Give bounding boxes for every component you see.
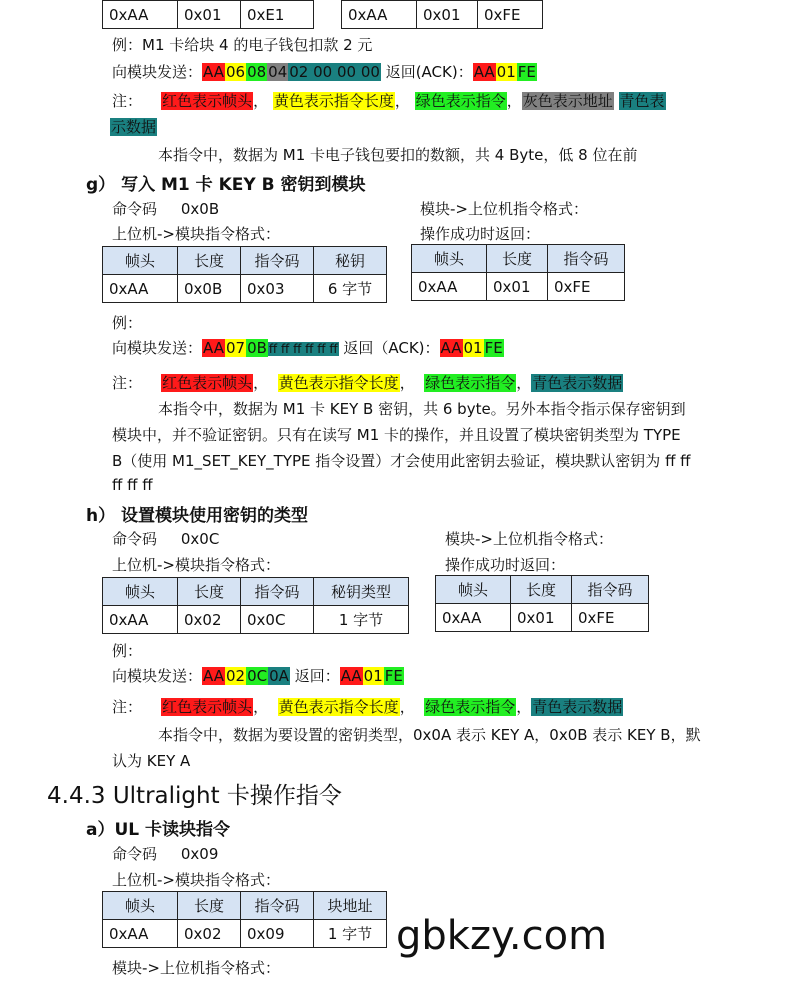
note-teal-cont: 示数据 (111, 118, 157, 136)
section-443-heading: 4.4.3 Ultralight 卡操作指令 (47, 783, 342, 809)
h-cmd (112, 528, 219, 549)
table-header-row (103, 578, 409, 606)
cmd-label: 命令码 (112, 530, 158, 548)
ul-host-format: 上位机->模块指令格式： (112, 871, 280, 889)
table-cell: 0x01 (487, 273, 548, 301)
note-gray: 灰色表示地址 (522, 92, 613, 110)
ul-cmd (112, 843, 218, 864)
note-teal: 青色表 (619, 92, 665, 110)
byte-frame-head: AA (203, 63, 224, 81)
desc-line: ff ff ff (112, 476, 153, 494)
note-label: 注： (112, 92, 143, 110)
note-green: 绿色表示指令 (425, 698, 516, 716)
f-example: 例：M1 卡给块 4 的电子钱包扣款 2 元 (112, 36, 373, 54)
h-note (112, 696, 623, 717)
note-sep: ， (253, 92, 269, 110)
table-header-row (412, 245, 625, 273)
note-label: 注： (112, 698, 143, 716)
g-example: 例： (112, 314, 143, 332)
table-cell: 0xAA (103, 606, 178, 634)
note-sep: ， (253, 374, 269, 392)
h-send-line (112, 665, 404, 686)
h-heading: h） 设置模块使用密钥的类型 (86, 506, 309, 526)
ul-host-table (102, 891, 387, 948)
table-cell: 0x01 (511, 604, 572, 632)
ret-label: 返回： (294, 667, 340, 685)
byte-frame-head: AA (203, 339, 224, 357)
ret-command: FE (484, 339, 503, 357)
table-header: 长度 (511, 576, 572, 604)
prev-module-table (341, 0, 543, 29)
table-cell: 0x02 (178, 606, 241, 634)
ret-command: FE (384, 667, 403, 685)
table-header-row (103, 247, 387, 275)
table-header: 帧头 (436, 576, 511, 604)
table-cell: 0x0C (241, 606, 314, 634)
ret-frame-head: AA (440, 339, 462, 357)
table-header: 长度 (178, 247, 241, 275)
note-sep: ， (399, 698, 415, 716)
table-header: 帧头 (103, 892, 178, 920)
ret-length: 01 (463, 339, 483, 357)
table-cell: 0xAA (412, 273, 487, 301)
note-teal: 青色表示数据 (532, 374, 623, 392)
table-header: 指令码 (572, 576, 649, 604)
table-header: 秘钥 (314, 247, 387, 275)
cmd-label: 命令码 (112, 845, 158, 863)
table-row (103, 275, 387, 303)
note-red: 红色表示帧头 (162, 374, 253, 392)
table-cell: 0xAA (342, 1, 417, 29)
table-header: 指令码 (241, 892, 314, 920)
byte-data: 02 00 00 00 (289, 63, 380, 81)
f-description: 本指令中，数据为 M1 卡电子钱包要扣的数额，共 4 Byte，低 8 位在前 (158, 146, 638, 164)
table-row (103, 1, 314, 29)
desc-line: 认为 KEY A (112, 752, 191, 770)
table-header: 块地址 (314, 892, 387, 920)
note-teal: 青色表示数据 (532, 698, 623, 716)
cmd-label: 命令码 (112, 200, 158, 218)
table-header: 指令码 (241, 578, 314, 606)
byte-data: ff ff ff ff ff ff (268, 342, 338, 356)
table-cell: 0xE1 (241, 1, 314, 29)
table-row (103, 606, 409, 634)
note-sep: ， (516, 698, 532, 716)
table-cell: 0xAA (103, 920, 178, 948)
table-cell: 0xAA (103, 1, 178, 29)
note-sep: ， (399, 374, 415, 392)
g-cmd (112, 198, 219, 219)
h-module-table (435, 575, 649, 632)
table-header: 指令码 (241, 247, 314, 275)
note-green: 绿色表示指令 (425, 374, 516, 392)
note-yellow: 黄色表示指令长度 (273, 92, 394, 110)
table-cell: 0x01 (417, 1, 478, 29)
table-header: 帧头 (103, 247, 178, 275)
note-red: 红色表示帧头 (162, 698, 253, 716)
table-row (412, 273, 625, 301)
g-send-line (112, 337, 504, 358)
table-row (436, 604, 649, 632)
desc-line: 模块中，并不验证密钥。只有在读写 M1 卡的操作，并且设置了模块密钥类型为 TYPE (112, 426, 681, 444)
prev-host-table (102, 0, 314, 29)
h-ok-return: 操作成功时返回： (445, 556, 566, 574)
table-cell: 0x09 (241, 920, 314, 948)
cmd-value: 0x0B (180, 200, 220, 218)
table-header: 长度 (487, 245, 548, 273)
table-cell: 0x03 (241, 275, 314, 303)
table-cell: 6 字节 (314, 275, 387, 303)
note-sep: ， (394, 92, 410, 110)
byte-frame-head: AA (203, 667, 224, 685)
byte-command: 08 (247, 63, 267, 81)
table-cell: 0xFE (478, 1, 543, 29)
note-sep: ， (253, 698, 269, 716)
table-header: 长度 (178, 892, 241, 920)
note-sep: ， (506, 92, 522, 110)
g-host-format: 上位机->模块指令格式： (112, 225, 280, 243)
ret-frame-head: AA (340, 667, 362, 685)
ret-command: FE (517, 63, 536, 81)
g-heading: g） 写入 M1 卡 KEY B 密钥到模块 (86, 175, 366, 195)
h-module-format: 模块->上位机指令格式： (445, 530, 613, 548)
g-module-format: 模块->上位机指令格式： (420, 200, 588, 218)
table-cell: 0x01 (178, 1, 241, 29)
table-header-row (436, 576, 649, 604)
byte-address: 04 (268, 63, 288, 81)
table-header: 帧头 (412, 245, 487, 273)
table-cell: 1 字节 (314, 606, 409, 634)
byte-length: 02 (225, 667, 246, 685)
ret-length: 01 (363, 667, 383, 685)
table-header-row (103, 892, 387, 920)
g-host-table (102, 246, 387, 303)
byte-length: 06 (225, 63, 246, 81)
watermark: gbkzy.com (396, 913, 608, 959)
send-label: 向模块发送： (112, 339, 203, 357)
note-label: 注： (112, 374, 143, 392)
h-example: 例： (112, 642, 143, 660)
byte-length: 07 (225, 339, 246, 357)
g-ok-return: 操作成功时返回： (420, 225, 541, 243)
table-row (342, 1, 543, 29)
send-label: 向模块发送： (112, 63, 203, 81)
g-module-table (411, 244, 625, 301)
table-cell: 0x0B (178, 275, 241, 303)
ul-read-heading: a）UL 卡读块指令 (86, 820, 231, 840)
desc-line: 本指令中，数据为 M1 卡 KEY B 密钥，共 6 byte。另外本指令指示保存密钥到 (158, 400, 686, 418)
table-cell: 0xFE (548, 273, 625, 301)
desc-line: 本指令中，数据为要设置的密钥类型，0x0A 表示 KEY A，0x0B 表示 KEY B，默 (158, 726, 701, 744)
send-label: 向模块发送： (112, 667, 203, 685)
ul-module-format: 模块->上位机指令格式： (112, 959, 280, 977)
table-header: 秘钥类型 (314, 578, 409, 606)
note-red: 红色表示帧头 (162, 92, 253, 110)
desc-line: B（使用 M1_SET_KEY_TYPE 指令设置）才会使用此密钥去验证，模块默认密钥为 ff ff (112, 452, 691, 470)
table-cell: 0xFE (572, 604, 649, 632)
table-header: 指令码 (548, 245, 625, 273)
note-sep: ， (516, 374, 532, 392)
f-send-line (112, 61, 537, 82)
table-cell: 0x02 (178, 920, 241, 948)
g-note (112, 372, 623, 393)
note-yellow: 黄色表示指令长度 (278, 374, 399, 392)
byte-command: 0B (247, 339, 267, 357)
ret-frame-head: AA (473, 63, 495, 81)
table-header: 帧头 (103, 578, 178, 606)
ret-label: 返回（ACK)： (343, 339, 440, 357)
f-note-wrap (110, 116, 157, 137)
byte-command: 0C (247, 667, 268, 685)
table-cell: 1 字节 (314, 920, 387, 948)
byte-data: 0A (269, 667, 289, 685)
cmd-value: 0x09 (180, 845, 219, 863)
ret-length: 01 (496, 63, 516, 81)
note-green: 绿色表示指令 (415, 92, 506, 110)
table-cell: 0xAA (103, 275, 178, 303)
h-host-table (102, 577, 409, 634)
note-yellow: 黄色表示指令长度 (278, 698, 399, 716)
ret-label: 返回(ACK)： (385, 63, 473, 81)
cmd-value: 0x0C (180, 530, 220, 548)
h-host-format: 上位机->模块指令格式： (112, 556, 280, 574)
table-cell: 0xAA (436, 604, 511, 632)
table-header: 长度 (178, 578, 241, 606)
table-row (103, 920, 387, 948)
f-note (112, 90, 666, 111)
